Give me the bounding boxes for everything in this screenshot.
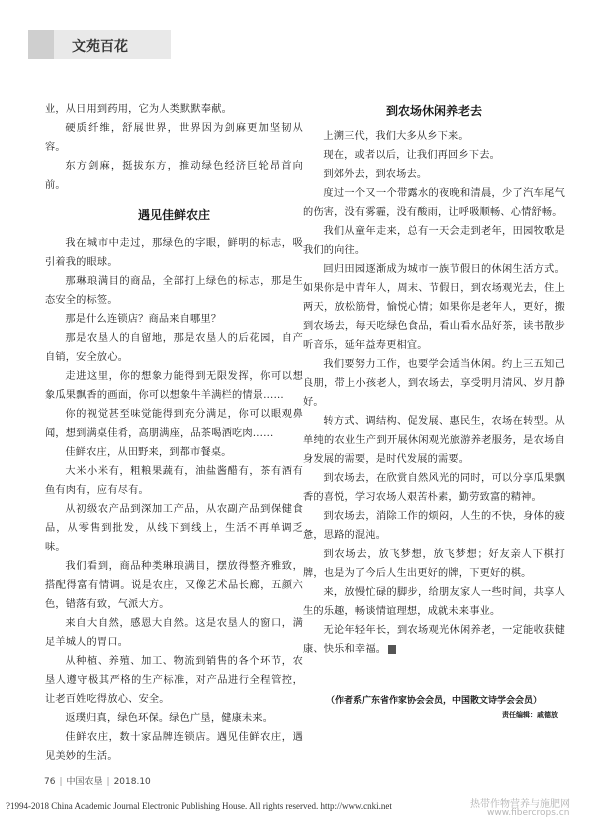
article-body-left — [45, 234, 303, 766]
paragraph-text: 东方剑麻，挺拔东方，推动绿色经济巨轮昂首向前。 — [45, 161, 303, 191]
copyright-line: ?1994-2018 China Academic Journal Electronic Publishing House. All rights reserved. http://www.cnki.net — [6, 801, 392, 811]
paragraph — [45, 709, 303, 728]
paragraph-text: 转方式、调结构、促发展、惠民生，农场在转型。从单纯的农业生产到开展休闲观光旅游养老服务，是农场自身发展的需要，是时代发展的需要。 — [303, 416, 565, 465]
paragraph — [303, 165, 565, 184]
section-header-mark — [28, 30, 54, 59]
paragraph-text: 我们看到，商品种类琳琅满目，摆放得整齐雅致，搭配得富有情调。说是农庄，又像艺术品长廊，五颜六色，错落有致，气派大方。 — [45, 561, 303, 610]
paragraph-text: 现在，或者以后，让我们再回乡下去。 — [323, 150, 500, 161]
intro-paragraphs — [45, 100, 303, 195]
paragraph-text: 大米小米有，粗粮果蔬有，油盐酱醋有，茶有酒有鱼有肉有，应有尽有。 — [45, 466, 303, 496]
paragraph-text: 业，从日用到药用，它为人类默默奉献。 — [45, 104, 232, 115]
paragraph-text: 走进这里，你的想象力能得到无限发挥，你可以想象瓜果飘香的画面，你可以想象牛羊满栏的情景…… — [45, 371, 303, 401]
paragraph-text: 那琳琅满目的商品，全部打上绿色的标志，那是生态安全的标签。 — [45, 276, 303, 306]
paragraph — [303, 184, 565, 222]
watermark-text: 热带作物营养与施肥网 — [470, 799, 570, 810]
paragraph-text: 回归田园逐渐成为城市一族节假日的休闲生活方式。如果你是中青年人，周末、节假日，到农场观光去，住上两天，放松筋骨，愉悦心情；如果你是老年人，更好，搬到农场去，每天吃绿色食品，看山看水品好茶，读书散步听音乐，延年益寿更相宜。 — [303, 264, 565, 351]
page-footer: 76 | 中国农垦 | 2018.10 — [44, 777, 151, 787]
paragraph — [45, 443, 303, 462]
paragraph-text: 到郊外去，到农场去。 — [323, 169, 428, 180]
paragraph-text: 佳鲜农庄，从田野来，到都市餐桌。 — [65, 447, 232, 458]
paragraph — [45, 462, 303, 500]
paragraph-text: 那是什么连锁店？商品来自哪里？ — [65, 314, 222, 325]
paragraph-text: 到农场去，放飞梦想，放飞梦想；好友亲人下棋打牌，也是为了今后人生出更好的牌，下更好的棋。 — [303, 549, 565, 579]
paragraph — [303, 583, 565, 621]
magazine-name: 中国农垦 — [66, 777, 103, 787]
paragraph — [303, 412, 565, 469]
paragraph-text: 从初级农产品到深加工产品，从农副产品到保健食品，从零售到批发，从线下到线上，生活不再单调乏味。 — [45, 504, 303, 553]
right-column — [303, 100, 565, 659]
paragraph-text: 我在城市中走过，那绿色的字眼，鲜明的标志，吸引着我的眼球。 — [45, 238, 303, 268]
paragraph — [45, 652, 303, 709]
paragraph — [45, 405, 303, 443]
paragraph-text: 到农场去，在欣赏自然风光的同时，可以分享瓜果飘香的喜悦，学习农场人艰苦朴素，勤劳致富的精神。 — [303, 473, 565, 503]
paragraph-text: 度过一个又一个带露水的夜晚和清晨，少了汽车尾气的伤害，没有雾霾，没有酸雨，让呼吸顺畅、心情舒畅。 — [303, 188, 565, 218]
paragraph — [303, 260, 565, 355]
paragraph — [45, 272, 303, 310]
author-note: （作者系广东省作家协会会员，中国散文诗学会会员） — [325, 696, 542, 706]
paragraph-text: 从种植、养殖、加工、物流到销售的各个环节，农垦人遵守极其严格的生产标准，对产品进行全程管控，让老百姓吃得放心、安全。 — [45, 656, 303, 705]
paragraph — [45, 310, 303, 329]
paragraph-text: 来，放慢忙碌的脚步，给朋友家人一些时间，共享人生的乐趣，畅谈情谊理想，成就未来事业。 — [303, 587, 565, 617]
paragraph-text: 上溯三代，我们大多从乡下来。 — [323, 131, 469, 142]
paragraph — [303, 222, 565, 260]
paragraph — [45, 100, 303, 119]
paragraph-text: 佳鲜农庄，数十家品牌连锁店。遇见佳鲜农庄，遇见美妙的生活。 — [45, 732, 303, 762]
article-title-left: 遇见佳鲜农庄 — [137, 208, 210, 222]
paragraph — [303, 545, 565, 583]
paragraph-text: 我们从童年走来，总有一天会走到老年，田园牧歌是我们的向往。 — [303, 226, 565, 256]
editor-credit: 责任编辑：戚德放 — [502, 710, 558, 719]
left-column — [45, 100, 303, 766]
paragraph — [45, 557, 303, 614]
paragraph — [303, 146, 565, 165]
paragraph — [303, 355, 565, 412]
paragraph — [45, 157, 303, 195]
article-body-right — [303, 127, 565, 659]
paragraph — [45, 614, 303, 652]
paragraph-text: 到农场去，消除工作的烦闷，人生的不快，身体的疲惫，思路的混沌。 — [303, 511, 565, 541]
paragraph — [45, 500, 303, 557]
paragraph — [303, 127, 565, 146]
page-number: 76 — [44, 777, 56, 787]
paragraph — [45, 367, 303, 405]
paragraph — [303, 621, 565, 659]
paragraph — [45, 728, 303, 766]
paragraph-text: 硬质纤维，舒展世界，世界因为剑麻更加坚韧从容。 — [45, 123, 303, 153]
paragraph — [45, 234, 303, 272]
end-mark-icon — [388, 645, 396, 654]
paragraph-text: 我们要努力工作，也要学会适当休闲。约上三五知己良朋，带上小孩老人，到农场去，享受明月清风、岁月静好。 — [303, 359, 565, 408]
paragraph-text: 那是农垦人的自留地，那是农垦人的后花园，自产自销，安全放心。 — [45, 333, 303, 363]
paragraph — [303, 469, 565, 507]
paragraph — [45, 119, 303, 157]
issue-number: 2018.10 — [113, 777, 151, 787]
watermark-url: www.fibercrops.cn — [487, 808, 570, 818]
paragraph — [303, 507, 565, 545]
paragraph-text: 来自大自然，感恩大自然。这是农垦人的窗口，满足羊城人的胃口。 — [45, 618, 303, 648]
section-title: 文苑百花 — [72, 39, 128, 55]
paragraph-text: 无论年轻年长，到农场观光休闲养老，一定能收获健康、快乐和幸福。 — [303, 625, 565, 655]
article-title-right: 到农场休闲养老去 — [385, 104, 482, 118]
paragraph-text: 你的视觉甚至味觉能得到充分满足，你可以眼观鼻闻，想到满桌佳肴，高朋满座，品茶喝酒吃肉…… — [45, 409, 303, 439]
paragraph-text: 返璞归真，绿色环保。绿色广垦，健康未来。 — [65, 713, 274, 724]
paragraph — [45, 329, 303, 367]
